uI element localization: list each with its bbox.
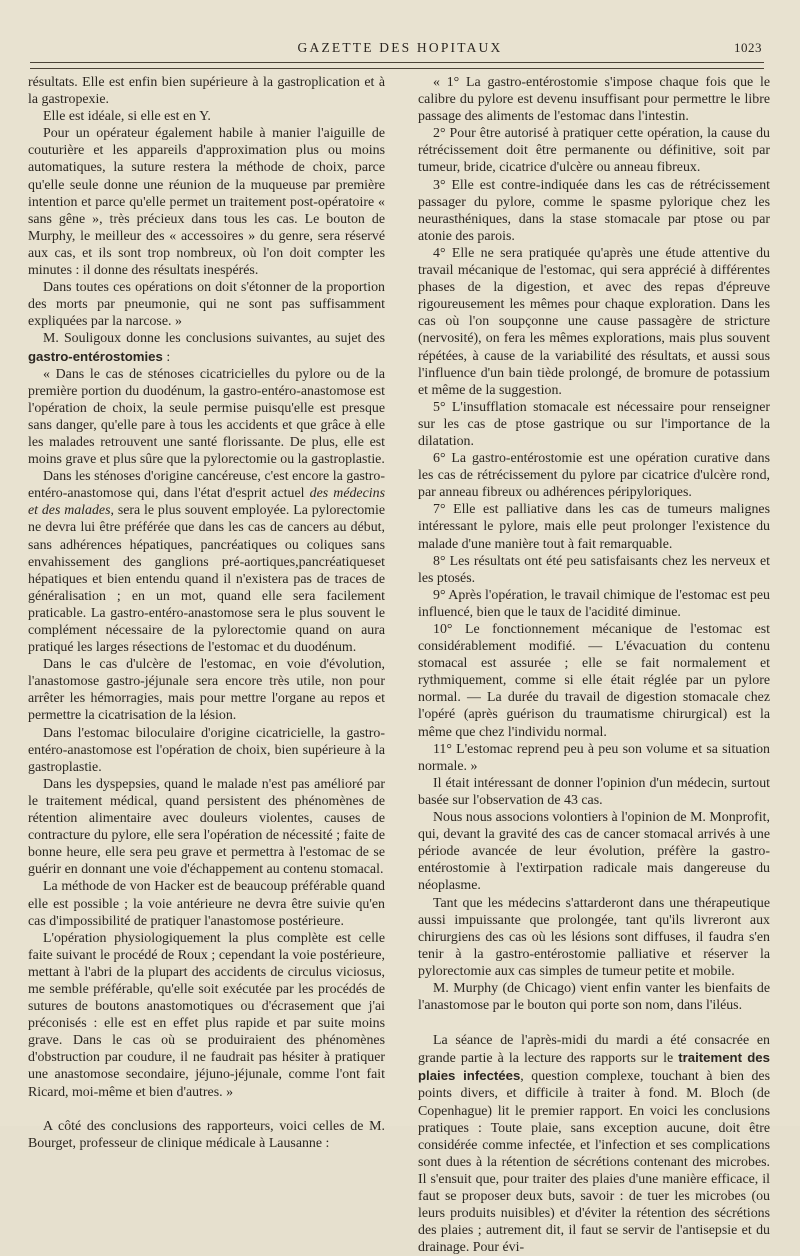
text-run: M. Souligoux donne les conclusions suivantes, au sujet des: [43, 331, 385, 347]
paragraph: [418, 1032, 770, 1256]
paragraph: Nous nous associons volontiers à l'opinion de M. Monprofit, qui, devant la gravité des cas de cancer stomacal arrivés à une période avancée de leur évolution, préfère la gastro-entérostomie à l'extirpation radicale mais dangereuse du néoplasme.: [418, 810, 770, 894]
numbered-conclusion: 8° Les résultats ont été peu satisfaisants chez les nerveux et les ptosés.: [418, 553, 770, 586]
paragraph: Dans l'estomac biloculaire d'origine cicatricielle, la gastro-entéro-anastomose est l'opération de choix, bien supérieure à la gastroplastie.: [28, 725, 385, 775]
numbered-conclusion: 9° Après l'opération, le travail chimique de l'estomac est peu influencé, bien que le taux de l'acidité diminue.: [418, 587, 770, 620]
left-column: [28, 74, 385, 1152]
page-number: 1023: [734, 40, 762, 55]
numbered-conclusion: « 1° La gastro-entérostomie s'impose chaque fois que le calibre du pylore est devenu insuffisant pour permettre le libre passage des aliments de l'estomac dans l'intestin.: [418, 75, 770, 125]
text-run: :: [162, 349, 171, 365]
paragraph: Tant que les médecins s'attarderont dans une thérapeutique aussi impuissante que prolongée, tant qu'ils livreront aux chirurgiens des cas où les lésions sont diffuses, il faudra s'en tenir à la gastro-entérostomie palliative et réserver la pylorectomie aux cas simples de tumeur petite et mobile.: [418, 895, 770, 979]
paragraph: Dans toutes ces opérations on doit s'étonner de la proportion des morts par pneumonie, qui ne sont pas suffisamment expliquées par la narcose. »: [28, 280, 385, 330]
numbered-conclusion: 7° Elle est palliative dans les cas de tumeurs malignes intéressant le pylore, mais elle peut prolonger l'existence du malade d'une manière tout à fait remarquable.: [418, 502, 770, 552]
numbered-conclusion: 2° Pour être autorisé à pratiquer cette opération, la cause du rétrécissement doit être permanente ou définitive, soit par tumeur, bride, cicatrice d'ulcère ou anneau fibreux.: [418, 126, 770, 176]
paragraph: Dans le cas d'ulcère de l'estomac, en voie d'évolution, l'anastomose gastro-jéjunale sera encore très utile, non pour arrêter les hémorragies, mais pour mettre l'organe au repos et permettre la cicatrisation de la lésion.: [28, 657, 385, 724]
numbered-conclusion: 10° Le fonctionnement mécanique de l'estomac est considérablement modifié. — L'évacuation du contenu stomacal est assurée ; elle se fait normalement et rythmiquement, comme si elle était réglée par un pylore normal. — La durée du travail de digestion stomacale chez l'opéré (après guérison du traumatisme chirurgical) est la même que chez l'individu normal.: [418, 622, 770, 740]
numbered-conclusion: 6° La gastro-entérostomie est une opération curative dans les cas de rétrécissement du pylore par cicatrice d'ulcère rond, par anneau fibreux ou adhérences péripyloriques.: [418, 451, 770, 501]
page-header: [30, 38, 770, 60]
paragraph: Elle est idéale, si elle est en Y.: [43, 109, 211, 125]
paragraph: résultats. Elle est enfin bien supérieure à la gastroplication et à la gastropexie.: [28, 75, 385, 108]
text-run: La séance de l'après-midi du mardi a été consacrée en grande partie à la lecture des rapports sur le: [418, 1033, 770, 1067]
paragraph: M. Murphy (de Chicago) vient enfin vanter les bienfaits de l'anastomose par le bouton qui porte son nom, dans l'iléus.: [418, 980, 770, 1014]
paragraph: La méthode de von Hacker est de beaucoup préférable quand elle est possible ; la voie antérieure ne devra être suivie qu'en cas d'impossibilité de pratiquer l'anastomose postérieure.: [28, 879, 385, 929]
right-column: [418, 74, 770, 1256]
paragraph: [28, 468, 385, 656]
paragraph: Il était intéressant de donner l'opinion d'un médecin, surtout basée sur l'observation de 43 cas.: [418, 775, 770, 808]
paragraph: A côté des conclusions des rapporteurs, voici celles de M. Bourget, professeur de clinique médicale à Lausanne :: [28, 1118, 385, 1151]
running-title: GAZETTE DES HOPITAUX: [297, 40, 503, 55]
header-double-rule: [30, 62, 764, 69]
paragraph: « Dans le cas de sténoses cicatricielles du pylore ou de la première portion du duodénum, la gastro-entéro-anastomose est l'opération de choix, la seule permise puisqu'elle est presque sans danger, qu'elle pare à tous les accidents et que grâce à elle les malades retrouvent une santé florissante. De plus, elle est moins grave et plus sûre que la pylorectomie ou la gastroplastie.: [28, 366, 385, 468]
paragraph: Pour un opérateur également habile à manier l'aiguille de couturière et les appareils d'approximation plus ou moins automatiques, la suture restera la méthode de choix, parce qu'elle seule donne une réunion de la muqueuse par première intention et parce qu'elle permet un traitement post-opératoire « sans gêne », très précieux dans tous les cas. Le bouton de Murphy, le meilleur des « accessoires » du genre, sera réservé aux cas, et ils sont trop nombreux, où l'on doit compter les minutes : il donne des résultats inespérés.: [28, 126, 385, 279]
text-run: , sera le plus souvent employée. La pylorectomie ne devra lui être préférée que dans les cas de cancers au début, sans adhérences hépatiques, pancréatiques ou coliques sans envahissement des ganglions pré-aortiques,pancréatiqueset hépatiques et bien entendu quand il n'existera pas de traces de généralisation ; en un mot, quand elle sera facilement praticable. La gastro-entéro-anastomose sera le plus souvent le complément nécessaire de la pylorectomie quand on aura pratiqué les larges résections de l'estomac et du duodénum.: [28, 503, 385, 656]
paragraph: [28, 330, 385, 365]
text-run: Dans les sténoses d'origine cancéreuse, c'est encore la gastro-entéro-anastomose qui, dans l'état d'esprit actuel: [28, 469, 385, 502]
numbered-conclusion: 11° L'estomac reprend peu à peu son volume et sa situation normale. »: [418, 741, 770, 774]
numbered-conclusion: 5° L'insufflation stomacale est nécessaire pour renseigner sur les cas de ptose gastrique ou sur l'importance de la dilatation.: [418, 399, 770, 449]
paragraph: Dans les dyspepsies, quand le malade n'est pas amélioré par le traitement médical, quand persistent des phénomènes de rétention alimentaire avec douleurs violentes, causes de contracture du pylore, elle sera l'opération de nécessité ; faite de bonne heure, elle sera peu grave et permettra à l'estomac de se guérir en donnant une voie d'échappement au contenu stomacal.: [28, 776, 385, 878]
numbered-conclusion: 3° Elle est contre-indiquée dans les cas de rétrécissement passager du pylore, comme le spasme pylorique chez les neurasthéniques, dans la stase stomacale par ptose ou par atonie des parois.: [418, 177, 770, 244]
text-run: , question complexe, touchant à bien des points divers, et difficile à traiter à fond. M. Bloch (de Copenhague) lit le premier rapport. En voici les conclusions pratiques : Toute plaie, sans exception aucune, doit être considérée comme infectée, et l'infection et ses complications sont dues à la rétention de sécrétions contenant des microbes. Il s'ensuit que, pour traiter des plaies d'une manière efficace, il faut se proposer deux buts, savoir : de tuer les microbes (ou leurs produits nuisibles) et d'éviter la rétention des sécrétions des plaies ; autrement dit, il faut se servir de l'antisepsie et du drainage. Pour évi-: [418, 1069, 770, 1256]
bold-term: gastro-entérostomies: [28, 348, 163, 364]
italic-phrase: des médecins et des malades: [28, 486, 385, 519]
numbered-conclusion: 4° Elle ne sera pratiquée qu'après une étude attentive du travail mécanique de l'estomac, qui sera apprécié à différentes phases de la digestion, et avec des repas d'épreuve rigoureusement les mêmes pour chaque exploration. Dans les cas où l'on soupçonne une cause passagère de stricture (nervosité), on fera les mêmes explorations, mais plus souvent répétées, à cause de la variabilité des résultats, et aussi sous l'influence d'un bain tiède prolongé, de bromure de potassium et même de la suggestion.: [418, 245, 770, 398]
paragraph: L'opération physiologiquement la plus complète est celle faite suivant le procédé de Roux ; cependant la voie postérieure, mettant à l'abri de la plupart des accidents de circulus viciosus, me semble préférable, qu'elle soit exécutée par les procédés de sutures de boutons anastomotiques ou d'écrasement que j'ai préconisés : elle est en effet plus rapide et par suite moins grave. Dans le cas où se produiraient des phénomènes d'obstruction par coudure, il ne faudrait pas hésiter à pratiquer une anastomose secondaire, jéjuno-jéjunale, comme l'ont fait Ricard, moi-même et bien d'autres. »: [28, 930, 385, 1100]
bold-term: traitement des plaies infectées: [418, 1050, 770, 1084]
